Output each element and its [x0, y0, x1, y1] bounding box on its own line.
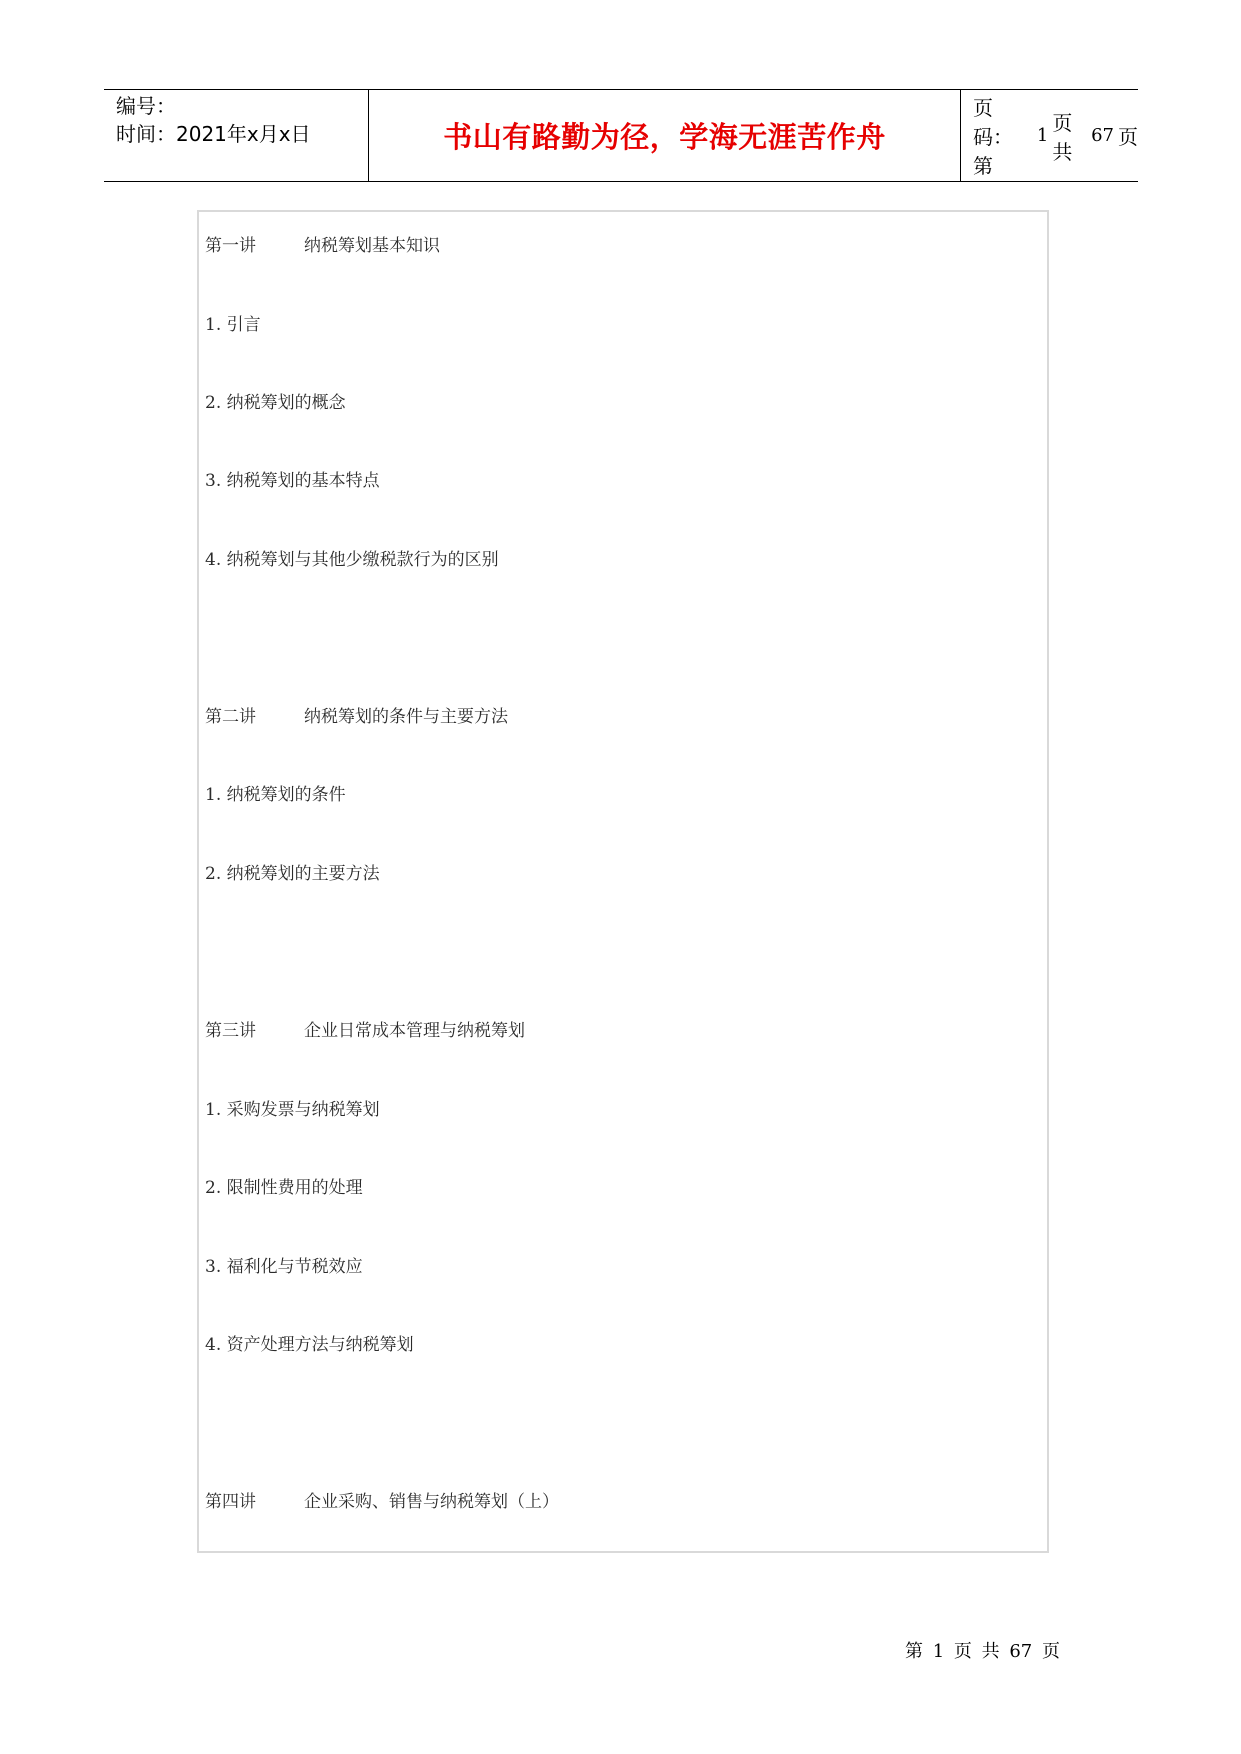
lecture-label: 第一讲	[205, 236, 256, 256]
lecture-heading-3	[205, 1016, 525, 1041]
header-motto: 书山有路勤为径，学海无涯苦作舟	[369, 90, 961, 181]
page-prefix: 页码：第	[973, 96, 1013, 178]
list-item: 3. 福利化与节税效应	[205, 1257, 363, 1277]
page-footer: 第 1 页 共 67 页	[905, 1641, 1060, 1662]
list-item: 4. 资产处理方法与纳税筹划	[205, 1335, 414, 1355]
list-item: 2. 纳税筹划的主要方法	[205, 864, 380, 884]
lecture-heading-2	[205, 702, 508, 727]
list-item: 1. 引言	[205, 315, 261, 335]
lecture-heading-4	[205, 1487, 559, 1512]
lecture-title: 纳税筹划的条件与主要方法	[304, 707, 508, 727]
lecture-heading-1	[205, 231, 440, 256]
page-middle: 页 共	[1052, 110, 1073, 164]
lecture-label: 第二讲	[205, 707, 256, 727]
code-label: 编号：	[116, 94, 176, 118]
header-meta	[104, 90, 369, 181]
page-current: 1	[1036, 125, 1049, 146]
page-total: 67	[1091, 125, 1114, 146]
lecture-title: 企业日常成本管理与纳税筹划	[304, 1021, 525, 1041]
lecture-title: 企业采购、销售与纳税筹划（上）	[304, 1492, 559, 1512]
list-item: 2. 限制性费用的处理	[205, 1178, 363, 1198]
list-item: 3. 纳税筹划的基本特点	[205, 471, 380, 491]
page-suffix: 页	[1118, 125, 1138, 149]
time-label: 时间：2021年x月x日	[116, 122, 311, 146]
lecture-label: 第三讲	[205, 1021, 256, 1041]
page-header	[104, 89, 1138, 182]
list-item: 1. 纳税筹划的条件	[205, 785, 346, 805]
lecture-title: 纳税筹划基本知识	[304, 236, 440, 256]
list-item: 2. 纳税筹划的概念	[205, 393, 346, 413]
header-page-number	[961, 90, 1138, 181]
lecture-label: 第四讲	[205, 1492, 256, 1512]
list-item: 4. 纳税筹划与其他少缴税款行为的区别	[205, 550, 499, 570]
list-item: 1. 采购发票与纳税筹划	[205, 1100, 380, 1120]
